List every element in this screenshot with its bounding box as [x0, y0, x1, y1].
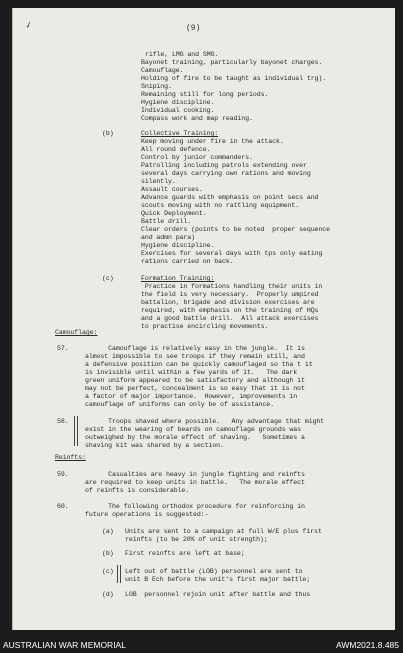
text-line: Individual cooking. — [141, 107, 215, 114]
text-line: future operations is suggested:- — [85, 511, 209, 518]
text-line: and a good battle drill. All attack exercises — [141, 315, 319, 322]
text-line: shaving kit was shared by a section. — [85, 442, 224, 449]
text-line: battalion, brigade and division exercises are — [141, 299, 315, 306]
item-label: (d) — [102, 591, 114, 598]
text-line: Hygiene discipline. — [141, 242, 215, 249]
text-line: Patrolling including patrols extending over — [141, 162, 307, 169]
text-line: Hygiene discipline. — [141, 99, 215, 106]
margin-line-mark — [117, 565, 118, 583]
text-line: green uniform appeared to be satisfactory and although it — [85, 377, 305, 384]
paragraph-number: 57. — [57, 345, 69, 352]
pen-tick-mark: ✓ — [24, 20, 34, 33]
text-line: unit B Ech before the unit's first major battle; — [125, 576, 311, 583]
text-line: Practice in formations handling their units in — [141, 283, 323, 290]
text-line: Casualties are heavy in jungle fighting and reinfts — [85, 471, 305, 478]
paragraph-number: 59. — [57, 471, 69, 478]
archive-footer-bar — [0, 636, 403, 653]
text-line: camouflage of uniforms can only be of assistance. — [85, 401, 274, 408]
text-line: Units are sent to a campaign at full W/E plus first — [125, 528, 322, 535]
item-label: (c) — [102, 275, 114, 282]
text-line: Assault courses. — [141, 186, 203, 193]
text-line: Camouflage. — [141, 67, 184, 74]
text-line: First reinfts are left at base; — [125, 550, 245, 557]
section-heading: Formation Training: — [141, 275, 215, 282]
text-line: a factor of major importance. However, improvements in — [85, 393, 298, 400]
text-line: Bayonet training, particularly bayonet charges. — [141, 59, 323, 66]
paragraph-number: 60. — [57, 503, 69, 510]
text-line: required, with emphasis on the training of HQs — [141, 307, 319, 314]
text-line: Camouflage is relatively easy in the jungle. It is — [85, 345, 305, 352]
text-line: a defensive position can be quickly camouflaged so tha t it — [85, 361, 313, 368]
footer-reference: AWM2021.8.485 — [336, 640, 399, 650]
text-line: Advance guards with emphasis on point secs and — [141, 194, 319, 201]
text-line: outweighed by the morale effect of shaving. Sometimes a — [85, 434, 305, 441]
text-line: almost impossible to see troops if they remain still, and — [85, 353, 305, 360]
paragraph-number: 58. — [57, 418, 69, 425]
text-line: The following orthodox procedure for reinforcing in — [85, 503, 305, 510]
text-line: rifle, LMG and SMG. — [145, 51, 219, 58]
text-line: Compass work and map reading. — [141, 115, 253, 122]
text-line: Sniping. — [141, 83, 172, 90]
text-line: of reinfts is considerable. — [85, 487, 190, 494]
item-label: (b) — [102, 130, 114, 137]
section-heading-reinfts: Reinfts: — [55, 454, 86, 461]
text-line: Control by junior commanders. — [141, 154, 253, 161]
text-line: may not be perfect, concealment is so easy that it is not — [85, 385, 305, 392]
text-line: is invisible until within a few yards of it. The dark — [85, 369, 298, 376]
text-line: Clear orders (points to be noted proper sequence — [141, 226, 330, 233]
text-line: scouts moving with no rattling equipment. — [141, 202, 300, 209]
item-label: (b) — [102, 550, 114, 557]
section-c-first-line — [141, 275, 214, 283]
text-line: Remaining still for long periods. — [141, 91, 269, 98]
text-line: Left out of battle (LOB) personnel are sent to — [125, 568, 303, 575]
page-number: (9) — [186, 24, 201, 33]
text-line: LOB personnel rejoin unit after battle and thus — [125, 591, 311, 598]
text-line: All round defence. — [141, 146, 211, 153]
item-label: (a) — [102, 528, 114, 535]
text-line: silently. — [141, 178, 176, 185]
margin-line-mark — [77, 416, 78, 446]
text-line: Quick Deployment. — [141, 210, 207, 217]
text-line: several days carrying own rations and moving — [141, 170, 311, 177]
text-line: Holding of fire to be taught as individual trg). — [141, 75, 327, 82]
margin-line-mark — [120, 565, 121, 583]
footer-source: AUSTRALIAN WAR MEMORIAL — [3, 640, 126, 650]
text-line: are required to keep units in battle. The morale effect — [85, 479, 305, 486]
section-heading: Collective Training: — [141, 130, 219, 137]
text-line: the field is very necessary. Properly umpired — [141, 291, 319, 298]
text-line: to practise encircling movements. — [141, 323, 269, 330]
text-line: Troops shaved where possible. Any advantage that might — [85, 418, 325, 425]
text-line: exist in the wearing of beards on camouflage grounds was — [85, 426, 301, 433]
text-line: reinfts (to be 20% of unit strength); — [125, 536, 268, 543]
text-line: rations carried on back. — [141, 258, 234, 265]
margin-line-mark — [74, 416, 75, 446]
text-line: Keep moving under fire in the attack. — [141, 138, 284, 145]
item-label: (c) — [102, 568, 114, 575]
section-heading-camouflage: Camouflage: — [55, 329, 98, 336]
text-line: and admn para) — [141, 234, 195, 241]
text-line: Exercises for several days with tps only eating — [141, 250, 323, 257]
text-line: Battle drill. — [141, 218, 192, 225]
